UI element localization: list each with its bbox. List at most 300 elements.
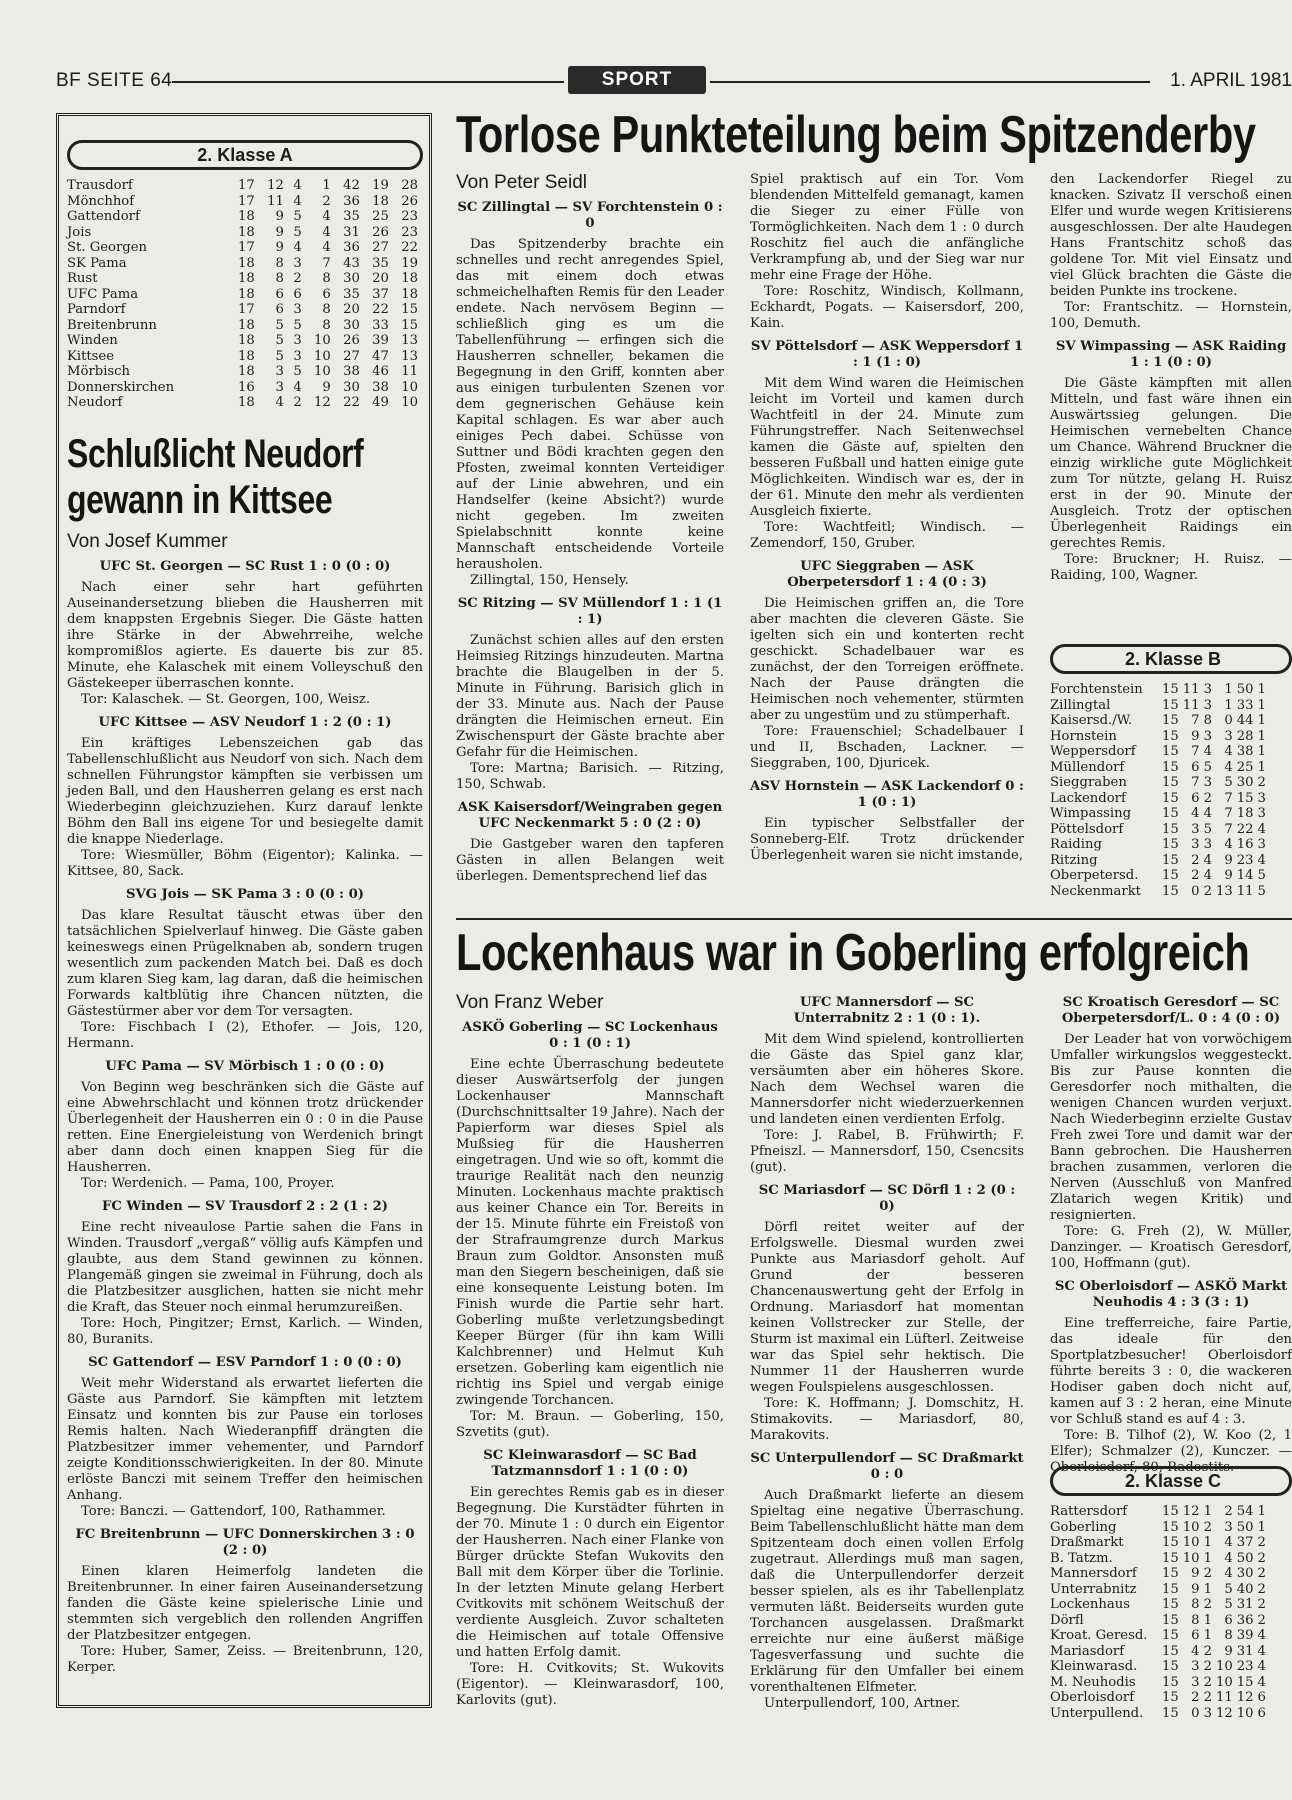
team-name: Sieggraben: [1050, 775, 1127, 790]
stat-cell: 6: [293, 286, 302, 302]
stat-cell: 13: [401, 333, 418, 348]
stat-cell: 4: [1224, 744, 1233, 759]
stat-cell: 33: [1236, 697, 1254, 713]
game-scorers: Tore: B. Tilhof (2), W. Koo (2, 1 Elfer); Schmalzer (2), Kunczer. — Oberloisdorf, 80, Radostits.: [1050, 1428, 1292, 1475]
game-scorers: Tor: Frantschitz. — Hornstein, 100, Demuth.: [1050, 300, 1292, 331]
game-report: Spiel praktisch auf ein Tor. Vom blendenden Mittelfeld gemanagt, kamen die Sieger zu einer Fülle von Tormöglichkeiten. Nach dem 1 : 0 durch Roschitz fiel auch die anfängliche Verkrampfung ab, und der Sieg war nur mehr eine Frage der Höhe.: [750, 172, 1024, 283]
stat-cell: 4: [293, 379, 302, 395]
standings-row: [1050, 1628, 1270, 1644]
team-name: Lockenhaus: [1050, 1597, 1130, 1612]
game-scorers: Tore: Bruckner; H. Ruisz. — Raiding, 100, Wagner.: [1050, 552, 1292, 583]
team-name: SK Pama: [67, 255, 127, 271]
standings-row: [1050, 1644, 1270, 1660]
stat-cell: 4: [1203, 744, 1212, 759]
stat-cell: 15: [1162, 744, 1179, 759]
stat-cell: 54: [1236, 1504, 1254, 1519]
game-report: Die Gäste kämpften mit allen Mitteln, und fast wäre ihnen ein Auswärtssieg gelungen. Die Heimischen vernebelten Chance um Chance. Während Bruckner die einzig wirkliche gute Möglichkeit zum Tor nützte, gelang H. Ruisz erst in der 90. Minute der Ausgleich. Trotz der optischen Überlegenheit Raidings ein gerechtes Remis.: [1050, 376, 1292, 551]
header-rule-right: [710, 81, 1150, 83]
stat-cell: 15: [1162, 697, 1179, 713]
stat-cell: 27: [343, 348, 360, 364]
stat-cell: 17: [238, 240, 255, 255]
stat-cell: 9: [1224, 868, 1233, 883]
stat-cell: 23: [1236, 852, 1254, 868]
standings-row: [67, 209, 423, 225]
stat-cell: 30: [1236, 775, 1254, 790]
stat-cell: 6: [275, 286, 284, 302]
game-title: SC Oberloisdorf — ASKÖ Markt Neuhodis 4 : 3 (3 : 1): [1054, 1279, 1288, 1310]
standings-row: [1050, 1566, 1270, 1582]
left-byline: Von Josef Kummer: [67, 530, 228, 552]
stat-cell: 38: [1236, 744, 1254, 759]
stat-cell: 3: [1191, 1659, 1200, 1674]
stat-cell: 15: [1162, 1535, 1179, 1550]
stat-cell: 3: [1224, 1519, 1233, 1535]
game-report: Eine echte Überraschung bedeutete dieser Auswärtserfolg der jungen Lockenhauser Mannschaft (Durchschnittsalter 19 Jahre). Nach der Papierform war dieses Spiel als Mußsieg für die Hausherren eingetragen. Und wie so oft, kommt die traurige Realität nach den neunzig Minuten. Lockenhaus machte praktisch aus keiner Chance ein Tor. Bereits in der 15. Minute führte ein Freistoß von der Strafraumgrenze durch Markus Braun zum Goldtor. Ansonsten muß man den Siegern bescheinigen, daß sie eine konsequente Leistung boten. Im Finish wurde die Partie sehr hart. Goberling mußte verletzungsbedingt Keeper Bürger (für ihn kam Willi Kalchbrenner) und Helmut Kuh ersetzen. Goberling kam eigentlich nie richtig ins Spiel und vergab einige zwingende Torchancen.: [456, 1057, 724, 1408]
game-report: Dörfl reitet weiter auf der Erfolgswelle. Diesmal wurden zwei Punkte aus Mariasdorf geholt. Auf Grund der besseren Chancenauswertung geht der Erfolg in Ordnung. Mariasdorf hat momentan keinen Vollstrecker zur Stelle, der Sturm ist maximal ein Lüfterl. Zeitweise war das Spiel sehr hektisch. Die Nummer 11 der Hausherren wurde wegen Foulspielens ausgeschlossen.: [750, 1220, 1024, 1395]
standings-row: [67, 349, 423, 365]
stat-cell: 18: [372, 193, 389, 209]
game-scorers: Tore: Wachtfeitl; Windisch. — Zemendorf, 150, Gruber.: [750, 520, 1024, 551]
stat-cell: 36: [343, 193, 360, 209]
stat-cell: 46: [372, 364, 389, 379]
standings-row: [67, 287, 423, 303]
stat-cell: 15: [1162, 775, 1179, 790]
top-headline-wrap: [456, 106, 1292, 166]
game-title: SC Zillingtal — SV Forchtenstein 0 : 0: [457, 200, 723, 231]
stat-cell: 7: [1191, 744, 1200, 759]
stat-cell: 1: [322, 178, 331, 193]
game-title: UFC St. Georgen — SC Rust 1 : 0 (0 : 0): [99, 558, 391, 574]
game-scorers: Tore: Fischbach I (2), Ethofer. — Jois, 120, Hermann.: [67, 1019, 423, 1051]
game-title: UFC Mannersdorf — SC Unterrabnitz 2 : 1 (0 : 1).: [793, 995, 981, 1026]
stat-cell: 18: [1236, 806, 1254, 821]
stat-cell: 15: [1162, 1628, 1179, 1643]
game-report: Mit dem Wind waren die Heimischen leicht im Vorteil und kamen durch Wachtfeitl in der 24. Minute zum Führungstreffer. Nach Seitenwechsel kamen die Gäste auf, spielten den besseren Fußball und hatten einige gute Möglichkeiten. Windisch war es, der in der 61. Minute den mehr als verdienten Ausgleich fixierte.: [750, 376, 1024, 519]
game-report: Auch Draßmarkt lieferte an diesem Spieltag eine negative Überraschung. Beim Tabellenschlußlicht hätte man dem Spitzenteam doch einen vollen Erfolg zugetraut. Allerdings muß man sagen, daß die Unterpullendorfer derzeit besser spielen, als es ihr Tabellenplatz vermuten läßt. Beiderseits wurden gute Torchancen ausgelassen. Draßmarkt erreichte nur eine äußerst mäßige Tagesverfassung und suchte die Erklärung für den Umfaller bei einem vorenthaltenen Elfmeter.: [750, 1488, 1024, 1695]
game-title: ASK Kaisersdorf/Weingraben gegen UFC Neckenmarkt 5 : 0 (2 : 0): [457, 800, 723, 831]
section-divider: [456, 918, 1292, 920]
stat-cell: 5: [1224, 1581, 1233, 1597]
stat-cell: 17: [238, 193, 255, 209]
stat-cell: 30: [343, 379, 360, 395]
team-name: Kaisersd./W.: [1050, 713, 1133, 728]
stat-cell: 15: [1162, 806, 1179, 821]
stat-cell: 5: [293, 317, 302, 333]
stat-cell: 3: [293, 333, 302, 348]
stat-cell: 4: [1257, 1659, 1266, 1674]
stat-cell: 42: [343, 178, 360, 193]
stat-cell: 2: [1257, 775, 1266, 790]
stat-cell: 15: [1162, 1566, 1179, 1581]
standings-row: [1050, 1706, 1270, 1722]
stat-cell: 2: [1257, 1566, 1266, 1581]
stat-cell: 3: [293, 302, 302, 317]
game-scorers: Tore: J. Rabel, B. Frühwirth; F. Pfneiszl. — Mannersdorf, 150, Csencsits (gut).: [750, 1128, 1024, 1175]
standings-row: [67, 256, 423, 272]
standings-row: [1050, 713, 1270, 729]
top-col-2: [750, 172, 1024, 912]
standings-row: [1050, 682, 1270, 698]
stat-cell: 11: [1215, 1690, 1233, 1705]
stat-cell: 9: [275, 209, 284, 224]
game-report: Ein gerechtes Remis gab es in dieser Begegnung. Die Kurstädter führten in der 70. Minute 1 : 0 durch ein Eigentor der Hausherren. Nach einer Flanke von Bürger drückte Stefan Wukovits den Ball mit dem Körper über die Torlinie. In der letzten Minute gelang Herbert Cvitkovits mit schönem Weitschuß der verdiente Ausgleich. Zuvor schalteten die Heimischen auf totale Offensive und hatten Erfolg damit.: [456, 1485, 724, 1660]
stat-cell: 9: [1191, 728, 1200, 744]
stat-cell: 23: [401, 224, 418, 240]
team-name: St. Georgen: [67, 240, 148, 255]
team-name: Rust: [67, 271, 98, 286]
stat-cell: 9: [1224, 852, 1233, 868]
stat-cell: 2: [1191, 852, 1200, 868]
stat-cell: 4: [322, 209, 331, 224]
standings-row: [1050, 760, 1270, 776]
stat-cell: 25: [1236, 759, 1254, 775]
team-name: Winden: [67, 333, 118, 348]
stat-cell: 9: [1224, 1643, 1233, 1659]
stat-cell: 11: [1182, 682, 1200, 697]
stat-cell: 0: [1224, 713, 1233, 728]
stat-cell: 15: [1162, 883, 1179, 899]
stat-cell: 3: [293, 255, 302, 271]
team-name: Müllendorf: [1050, 759, 1125, 775]
stat-cell: 5: [275, 317, 284, 333]
stat-cell: 2: [293, 395, 302, 410]
standings-row: [67, 380, 423, 396]
stat-cell: 1: [1203, 1612, 1212, 1628]
stat-cell: 1: [1224, 682, 1233, 697]
bottom-col-3: [1050, 992, 1292, 1475]
game-scorers: Tore: K. Hoffmann; J. Domschitz, H. Stimakovits. — Mariasdorf, 80, Marakovits.: [750, 1396, 1024, 1443]
stat-cell: 4: [1191, 1643, 1200, 1659]
page-number: BF SEITE 64: [56, 70, 173, 91]
standings-row: [1050, 837, 1270, 853]
stat-cell: 13: [401, 348, 418, 364]
standings-row: [1050, 1675, 1270, 1691]
team-name: Oberloisdorf: [1050, 1690, 1135, 1705]
stat-cell: 4: [1257, 821, 1266, 837]
game-title: FC Winden — SV Trausdorf 2 : 2 (1 : 2): [101, 1198, 388, 1214]
stat-cell: 30: [1236, 1566, 1254, 1581]
klasse-c-title: 2. Klasse C: [1050, 1466, 1292, 1496]
left-headline-line1: Schlußlicht Neudorf: [67, 431, 364, 476]
stat-cell: 13: [1215, 883, 1233, 899]
stat-cell: 37: [372, 286, 389, 302]
standings-row: [67, 364, 423, 380]
game-report: Von Beginn weg beschränken sich die Gäste auf eine Abwehrschlacht und können trotz drückender Überlegenheit der Hausherren ein 0 : 0 in die Pause retten. Eine Energieleistung von Werdenich bringt aber dann doch einen knappen Sieg für die Hausherren.: [67, 1079, 423, 1175]
stat-cell: 4: [1191, 806, 1200, 821]
left-column-box: [56, 113, 432, 1708]
team-name: B. Tatzm.: [1050, 1550, 1113, 1566]
stat-cell: 26: [401, 193, 418, 209]
stat-cell: 10: [401, 379, 418, 395]
stat-cell: 5: [1257, 868, 1266, 883]
stat-cell: 44: [1236, 713, 1254, 728]
game-title: SC Kroatisch Geresdorf — SC Oberpetersdorf/L. 0 : 4 (0 : 0): [1061, 995, 1281, 1026]
game-title: UFC Pama — SV Mörbisch 1 : 0 (0 : 0): [105, 1058, 385, 1074]
stat-cell: 1: [1257, 759, 1266, 775]
stat-cell: 4: [322, 224, 331, 240]
standings-row: [1050, 1582, 1270, 1598]
stat-cell: 12: [314, 395, 331, 410]
standings-row: [1050, 775, 1270, 791]
standings-row: [1050, 1504, 1270, 1520]
stat-cell: 37: [1236, 1535, 1254, 1550]
stat-cell: 3: [1203, 775, 1212, 790]
game-title: SC Unterpullendorf — SC Draßmarkt 0 : 0: [750, 1451, 1024, 1482]
stat-cell: 3: [1203, 1705, 1212, 1721]
bottom-headline: Lockenhaus war in Goberling erfolgreich: [456, 924, 1250, 982]
stat-cell: 6: [322, 286, 331, 302]
game-title: SC Gattendorf — ESV Parndorf 1 : 0 (0 : 0): [88, 1354, 402, 1370]
stat-cell: 38: [372, 379, 389, 395]
stat-cell: 3: [1257, 806, 1266, 821]
stat-cell: 2: [1257, 1550, 1266, 1566]
stat-cell: 27: [372, 240, 389, 255]
team-name: Ritzing: [1050, 852, 1098, 868]
team-name: Zillingtal: [1050, 697, 1111, 713]
team-name: Kittsee: [67, 348, 115, 364]
stat-cell: 4: [1203, 868, 1212, 883]
stat-cell: 22: [1236, 821, 1254, 837]
stat-cell: 15: [1236, 1674, 1254, 1690]
stat-cell: 39: [1236, 1628, 1254, 1643]
stat-cell: 10: [314, 333, 331, 348]
stat-cell: 1: [1257, 697, 1266, 713]
stat-cell: 15: [1162, 821, 1179, 837]
stat-cell: 18: [238, 395, 255, 410]
stat-cell: 1: [1257, 744, 1266, 759]
stat-cell: 15: [1162, 1690, 1179, 1705]
stat-cell: 10: [401, 395, 418, 410]
stat-cell: 15: [1162, 1519, 1179, 1535]
stat-cell: 20: [372, 271, 389, 286]
team-name: Neckenmarkt: [1050, 883, 1141, 899]
stat-cell: 2: [1203, 1519, 1212, 1535]
stat-cell: 1: [1224, 697, 1233, 713]
stat-cell: 49: [372, 395, 389, 410]
standings-row: [1050, 1613, 1270, 1629]
stat-cell: 35: [372, 255, 389, 271]
stat-cell: 10: [314, 364, 331, 379]
stat-cell: 15: [1162, 1581, 1179, 1597]
stat-cell: 10: [1182, 1535, 1200, 1550]
stat-cell: 15: [1162, 682, 1179, 697]
stat-cell: 4: [1224, 1566, 1233, 1581]
game-title: SC Ritzing — SV Müllendorf 1 : 1 (1 : 1): [457, 596, 723, 627]
stat-cell: 15: [401, 302, 418, 317]
game-scorers: Tor: M. Braun. — Goberling, 150, Szvetits (gut).: [456, 1409, 724, 1440]
stat-cell: 10: [1215, 1659, 1233, 1674]
stat-cell: 10: [1182, 1550, 1200, 1566]
game-report: Nach einer sehr hart geführten Auseinandersetzung blieben die Hausherren mit dem knappsten Ergebnis Sieger. Die Gäste hatten ihre Stärke in der Abwehrreihe, welche kompromißlos agierte. Es dauerte bis zur 85. Minute, ehe Kalaschek mit einem Volleyschuß den Gästekeeper überraschen konnte.: [67, 579, 423, 691]
stat-cell: 17: [238, 302, 255, 317]
stat-cell: 11: [267, 193, 284, 209]
stat-cell: 6: [1191, 1628, 1200, 1643]
stat-cell: 11: [401, 364, 418, 379]
stat-cell: 18: [401, 271, 418, 286]
stat-cell: 28: [401, 178, 418, 193]
stat-cell: 15: [1162, 1643, 1179, 1659]
team-name: Raiding: [1050, 837, 1102, 852]
game-report: den Lackendorfer Riegel zu knacken. Szivatz II verschoß einen Elfer und wurde wegen Kritisierens ausgeschlossen. Der alte Haudegen Hans Frantschitz schoß das goldene Tor. Mit viel Einsatz und viel Glück brachten die Gäste die beiden Punkte ins trockene.: [1050, 172, 1292, 299]
game-scorers: Tore: Frauenschiel; Schadelbauer I und II, Bschaden, Lackner. — Sieggraben, 100, Djuricek.: [750, 724, 1024, 771]
stat-cell: 31: [1236, 1597, 1254, 1612]
game-title: ASV Hornstein — ASK Lackendorf 0 : 1 (0 : 1): [750, 779, 1024, 810]
stat-cell: 2: [322, 193, 331, 209]
stat-cell: 31: [343, 224, 360, 240]
team-name: Goberling: [1050, 1519, 1117, 1535]
game-report: Ein typischer Selbstfaller der Sonneberg-Elf. Trotz drückender Überlegenheit waren sie nicht imstande,: [750, 816, 1024, 863]
klasse-c-standings: [1050, 1504, 1270, 1721]
stat-cell: 18: [238, 224, 255, 240]
bottom-col-1: [456, 992, 724, 1708]
stat-cell: 4: [1203, 852, 1212, 868]
stat-cell: 18: [238, 209, 255, 224]
stat-cell: 18: [238, 348, 255, 364]
standings-row: [1050, 1597, 1270, 1613]
stat-cell: 30: [343, 317, 360, 333]
stat-cell: 3: [1257, 837, 1266, 852]
stat-cell: 3: [1257, 790, 1266, 806]
stat-cell: 47: [372, 348, 389, 364]
page-header: [56, 66, 1292, 96]
bottom-col-2: [750, 992, 1024, 1711]
stat-cell: 8: [1191, 1597, 1200, 1612]
stat-cell: 15: [1162, 1674, 1179, 1690]
stat-cell: 6: [1191, 790, 1200, 806]
stat-cell: 4: [322, 240, 331, 255]
game-title: SC Mariasdorf — SC Dörfl 1 : 2 (0 : 0): [758, 1183, 1016, 1214]
team-name: Draßmarkt: [1050, 1535, 1124, 1550]
stat-cell: 8: [275, 255, 284, 271]
standings-row: [1050, 868, 1270, 884]
stat-cell: 9: [1191, 1581, 1200, 1597]
stat-cell: 10: [1236, 1705, 1254, 1721]
stat-cell: 18: [238, 271, 255, 286]
game-scorers: Tore: Wiesmüller, Böhm (Eigentor); Kalinka. — Kittsee, 80, Sack.: [67, 847, 423, 879]
stat-cell: 50: [1236, 682, 1254, 697]
stat-cell: 3: [1203, 837, 1212, 852]
stat-cell: 7: [1224, 790, 1233, 806]
klasse-a-title: 2. Klasse A: [67, 140, 423, 170]
stat-cell: 16: [1236, 837, 1254, 852]
team-name: Unterrabnitz: [1050, 1581, 1137, 1597]
team-name: Jois: [67, 224, 92, 240]
stat-cell: 9: [1191, 1566, 1200, 1581]
game-report: Ein kräftiges Lebenszeichen gab das Tabellenschlußlicht aus Neudorf von sich. Nach dem schnellen Führungstor kämpften sie verbissen um jeden Ball, und den Hausherren gelang es erst nach Wiederbeginn gleichzuziehen. Kurz darauf lenkte Böhm den Ball ins eigene Tor und besiegelte damit die knappe Niederlage.: [67, 735, 423, 847]
team-name: Forchtenstein: [1050, 682, 1143, 697]
game-report: Mit dem Wind spielend, kontrollierten die Gäste das Spiel ganz klar, versäumten aber ein höheres Skore. Nach dem Wechsel waren die Mannersdorfer nicht wiederzuerkennen und landeten einen verdienten Erfolg.: [750, 1032, 1024, 1127]
stat-cell: 4: [1224, 759, 1233, 775]
stat-cell: 22: [401, 240, 418, 255]
stat-cell: 8: [322, 271, 331, 286]
stat-cell: 23: [401, 209, 418, 224]
standings-row: [67, 333, 423, 349]
team-name: M. Neuhodis: [1050, 1674, 1136, 1690]
game-title: FC Breitenbrunn — UFC Donnerskirchen 3 : 0 (2 : 0): [75, 1526, 415, 1558]
stat-cell: 1: [1203, 1581, 1212, 1597]
stat-cell: 15: [1162, 728, 1179, 744]
stat-cell: 8: [1203, 713, 1212, 728]
standings-row: [1050, 698, 1270, 714]
standings-row: [1050, 853, 1270, 869]
stat-cell: 4: [1224, 837, 1233, 852]
game-scorers: Tore: G. Freh (2), W. Müller, Danzinger. — Kroatisch Geresdorf, 100, Hoffmann (gut).: [1050, 1224, 1292, 1271]
stat-cell: 15: [1162, 759, 1179, 775]
stat-cell: 6: [1257, 1690, 1266, 1705]
stat-cell: 22: [372, 302, 389, 317]
stat-cell: 22: [343, 395, 360, 410]
stat-cell: 3: [275, 364, 284, 379]
game-report: Das Spitzenderby brachte ein schnelles und recht anregendes Spiel, das mit einem doch etwas schmeichelhaften Remis für den Leader endete. Nach nervösem Beginn — schließlich ging es um die Tabellenführung — erfingen sich die Hausherren schneller, bekamen die Begegnung in den Griff, konnten aber aus einigen turbulenten Szenen vor dem gegnerischen Gehäuse kein Kapital schlagen. Es war aber auch einiges Pech dabei. Schüsse von Suttner und Bödi krachten gegen den Pfosten, zweimal konnten Verteidiger auf der Linie abwehren, und ein Handselfer (keine Absicht?) wurde nicht gegeben. Im zweiten Spielabschnitt konnte keine Mannschaft entscheidende Vorteile herausholen.: [456, 237, 724, 572]
stat-cell: 26: [343, 333, 360, 348]
left-article-body: [67, 559, 423, 1676]
team-name: Gattendorf: [67, 209, 140, 224]
bottom-byline: Von Franz Weber: [456, 992, 604, 1013]
top-byline: Von Peter Seidl: [456, 172, 587, 193]
stat-cell: 18: [401, 286, 418, 302]
team-name: Oberpetersd.: [1050, 868, 1139, 883]
stat-cell: 16: [238, 379, 255, 395]
stat-cell: 18: [238, 364, 255, 379]
standings-row: [1050, 1551, 1270, 1567]
stat-cell: 5: [275, 333, 284, 348]
stat-cell: 15: [401, 317, 418, 333]
stat-cell: 1: [1257, 728, 1266, 744]
stat-cell: 1: [1257, 713, 1266, 728]
stat-cell: 4: [1224, 1550, 1233, 1566]
stat-cell: 15: [1162, 852, 1179, 868]
stat-cell: 6: [1257, 1705, 1266, 1721]
stat-cell: 2: [1203, 883, 1212, 899]
stat-cell: 6: [1191, 759, 1200, 775]
team-name: Mönchhof: [67, 193, 135, 209]
stat-cell: 0: [1191, 883, 1200, 899]
game-report: Eine trefferreiche, faire Partie, das ideale für den Sportplatzbesucher! Oberloisdorf führte bereits 3 : 0, die wackeren Hodiser gaben doch nicht auf, kamen auf 3 : 2 heran, eine Minute vor Schluß stand es auf 4 : 3.: [1050, 1316, 1292, 1427]
standings-row: [1050, 1659, 1270, 1675]
standings-row: [1050, 822, 1270, 838]
stat-cell: 4: [1257, 1643, 1266, 1659]
stat-cell: 4: [1257, 1674, 1266, 1690]
stat-cell: 15: [1236, 790, 1254, 806]
stat-cell: 1: [1257, 1519, 1266, 1535]
stat-cell: 5: [1224, 1597, 1233, 1612]
issue-date: 1. APRIL 1981: [1170, 70, 1292, 91]
stat-cell: 50: [1236, 1550, 1254, 1566]
stat-cell: 4: [1224, 1535, 1233, 1550]
stat-cell: 11: [1182, 697, 1200, 713]
stat-cell: 5: [1224, 775, 1233, 790]
stat-cell: 1: [1203, 1535, 1212, 1550]
stat-cell: 2: [1203, 1643, 1212, 1659]
stat-cell: 3: [1203, 697, 1212, 713]
game-title: SC Kleinwarasdorf — SC Bad Tatzmannsdorf 1 : 1 (0 : 0): [483, 1448, 697, 1479]
stat-cell: 43: [343, 255, 360, 271]
stat-cell: 15: [1162, 1597, 1179, 1612]
stat-cell: 2: [1203, 1690, 1212, 1705]
stat-cell: 7: [1191, 775, 1200, 790]
game-title: SVG Jois — SK Pama 3 : 0 (0 : 0): [125, 886, 365, 902]
game-title: SV Pöttelsdorf — ASK Weppersdorf 1 : 1 (1 : 0): [750, 339, 1024, 370]
stat-cell: 2: [1191, 868, 1200, 883]
left-headline: [67, 431, 423, 525]
stat-cell: 15: [1162, 868, 1179, 883]
stat-cell: 3: [1224, 728, 1233, 744]
team-name: Donnerskirchen: [67, 379, 175, 395]
klasse-c-panel: [1050, 1466, 1292, 1721]
standings-row: [1050, 806, 1270, 822]
stat-cell: 15: [1162, 1705, 1179, 1721]
stat-cell: 5: [1257, 883, 1266, 899]
